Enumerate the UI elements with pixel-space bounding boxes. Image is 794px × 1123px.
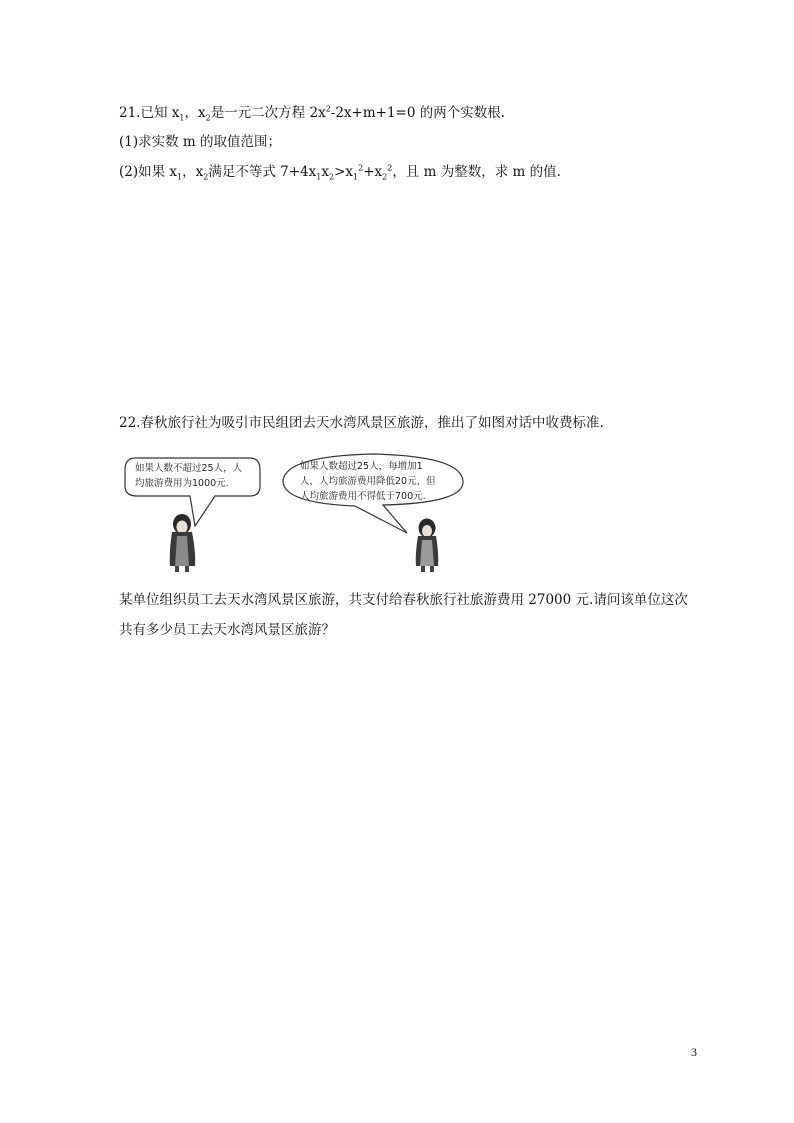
- q21-p2-s4: 2: [328, 172, 335, 182]
- q21-p2-s2: 2: [203, 172, 209, 182]
- girl-figure-2: [416, 519, 439, 573]
- q21-stem-a: 21.已知 x: [119, 105, 180, 121]
- q21-p2-g: ，且 m 为整数，求 m 的值.: [392, 164, 561, 180]
- girl-figure-1: [170, 514, 195, 572]
- bubble2-line1: 如果人数超过25人，每增加1: [300, 461, 423, 472]
- q21-sub2: 2: [205, 113, 211, 123]
- q21-part2: [119, 162, 561, 182]
- bubble1-line1: 如果人数不超过25人，人: [135, 463, 243, 474]
- page-number: 3: [691, 1045, 697, 1059]
- q21-p2-sup2: 2: [387, 163, 393, 173]
- q21-stem-b: ，x: [184, 105, 206, 121]
- q22-body-line2: 共有多少员工去天水湾风景区旅游？: [119, 622, 335, 638]
- q21-p2-sup1: 2: [358, 163, 364, 173]
- q21-p2-f: +x: [363, 164, 383, 180]
- q21-stem-d: -2x+m+1=0 的两个实数根.: [330, 105, 506, 121]
- q21-p2-s5: 1: [353, 172, 359, 182]
- q21-p2-e: >x: [334, 164, 353, 180]
- q21-p2-s1: 1: [177, 172, 183, 182]
- q21-sub1: 1: [179, 113, 185, 123]
- q21-p2-s3: 1: [316, 172, 322, 182]
- q21-p2-b: ，x: [182, 164, 204, 180]
- q22-body-line1: 某单位组织员工去天水湾风景区旅游，共支付给春秋旅行社旅游费用 27000 元.请问该单位这次: [119, 592, 688, 608]
- bubble2-line3: 人均旅游费用不得低于700元.: [300, 491, 426, 502]
- q21-part1: (1)求实数 m 的取值范围；: [119, 134, 282, 150]
- q21-p2-d: x: [321, 164, 329, 180]
- q21-stem: [119, 103, 505, 123]
- bubble1-line2: 均旅游费用为1000元.: [135, 478, 229, 489]
- q21-p2-a: (2)如果 x: [119, 164, 178, 180]
- q21-sup2: 2: [325, 104, 331, 114]
- bubble2-line2: 人，人均旅游费用降低20元，但: [300, 476, 436, 487]
- q21-p2-s6: 2: [382, 172, 388, 182]
- q22-stem: 22.春秋旅行社为吸引市民组团去天水湾风景区旅游，推出了如图对话中收费标准.: [119, 415, 604, 431]
- q21-stem-c: 是一元二次方程 2x: [210, 105, 326, 121]
- q21-p2-c: 满足不等式 7+4x: [208, 164, 317, 180]
